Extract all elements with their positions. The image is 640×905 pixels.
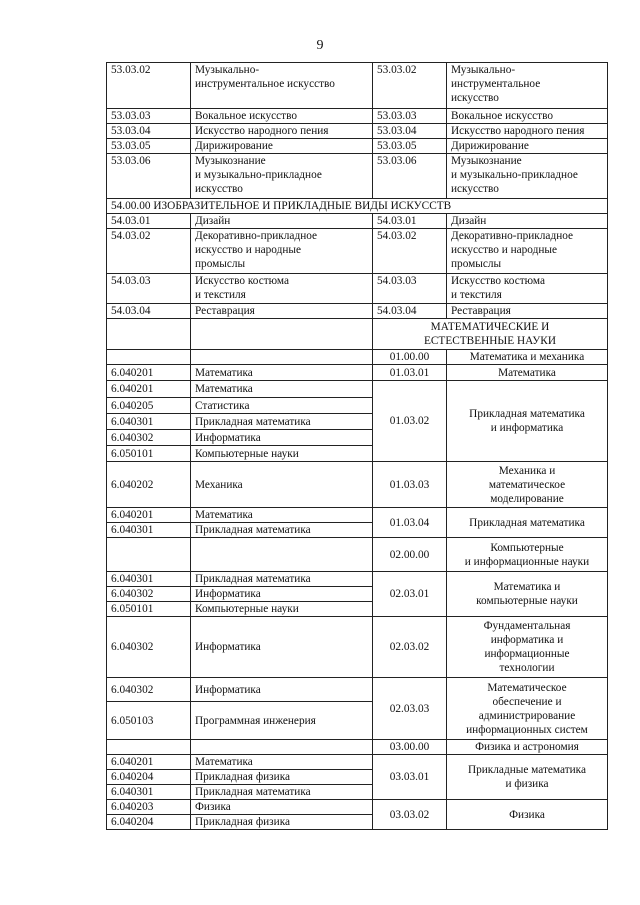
name-cell: Прикладные математика и физика (447, 755, 608, 800)
code-cell: 53.03.05 (107, 139, 191, 154)
code-cell: 53.03.04 (373, 124, 447, 139)
code-cell: 53.03.06 (107, 154, 191, 199)
code-cell: 03.00.00 (373, 740, 447, 755)
name-cell: Физика и астрономия (447, 740, 608, 755)
code-cell: 01.00.00 (373, 350, 447, 365)
table-row (107, 617, 608, 678)
name-cell: Дирижирование (447, 139, 608, 154)
name-cell: Вокальное искусство (191, 109, 373, 124)
code-cell: 6.040302 (107, 678, 191, 702)
code-cell: 53.03.05 (373, 139, 447, 154)
table-row (107, 139, 608, 154)
name-cell: Информатика (191, 617, 373, 678)
table-row (107, 124, 608, 139)
table-cell (107, 350, 191, 365)
code-cell: 03.03.01 (373, 755, 447, 800)
code-cell: 01.03.04 (373, 508, 447, 538)
table-body (107, 63, 608, 830)
name-cell: Прикладная физика (191, 815, 373, 830)
correspondence-table (106, 62, 608, 830)
code-cell: 6.040205 (107, 398, 191, 414)
code-cell: 02.03.02 (373, 617, 447, 678)
code-cell: 6.040201 (107, 381, 191, 398)
code-cell: 54.03.04 (107, 304, 191, 319)
code-cell: 54.03.03 (107, 274, 191, 304)
table-row (107, 538, 608, 572)
name-cell: Математика (191, 365, 373, 381)
name-cell: Информатика (191, 587, 373, 602)
code-cell: 6.040301 (107, 523, 191, 538)
code-cell: 53.03.03 (373, 109, 447, 124)
code-cell: 6.040201 (107, 508, 191, 523)
name-cell: Прикладная математика и информатика (447, 381, 608, 462)
code-cell: 6.040302 (107, 587, 191, 602)
name-cell: Фундаментальная информатика и информационные технологии (447, 617, 608, 678)
code-cell: 53.03.02 (373, 63, 447, 109)
name-cell: Прикладная математика (191, 523, 373, 538)
table-row (107, 109, 608, 124)
name-cell: Компьютерные науки (191, 446, 373, 462)
name-cell: Дизайн (447, 214, 608, 229)
code-cell: 6.040201 (107, 755, 191, 770)
name-cell: Математика и механика (447, 350, 608, 365)
name-cell: Дизайн (191, 214, 373, 229)
code-cell: 53.03.06 (373, 154, 447, 199)
table-cell (107, 740, 191, 755)
name-cell: Компьютерные и информационные науки (447, 538, 608, 572)
table-row (107, 381, 608, 398)
name-cell: Вокальное искусство (447, 109, 608, 124)
page-number: 9 (316, 38, 324, 53)
name-cell: Декоративно-прикладное искусство и народные промыслы (447, 229, 608, 274)
code-cell: 6.040204 (107, 770, 191, 785)
code-cell: 54.03.03 (373, 274, 447, 304)
code-cell: 01.03.02 (373, 381, 447, 462)
table-row (107, 274, 608, 304)
table-cell (107, 538, 191, 572)
table-cell (191, 740, 373, 755)
name-cell: Прикладная физика (191, 770, 373, 785)
table-cell (107, 319, 191, 350)
code-cell: 54.03.02 (373, 229, 447, 274)
table-row (107, 154, 608, 199)
table-row (107, 199, 608, 214)
name-cell: Искусство народного пения (447, 124, 608, 139)
table-row (107, 462, 608, 508)
code-cell: 6.040203 (107, 800, 191, 815)
name-cell: Математика (447, 365, 608, 381)
table-row (107, 229, 608, 274)
group-heading: МАТЕМАТИЧЕСКИЕ И ЕСТЕСТВЕННЫЕ НАУКИ (373, 319, 608, 350)
code-cell: 6.040301 (107, 785, 191, 800)
name-cell: Программная инженерия (191, 702, 373, 740)
code-cell: 6.040301 (107, 572, 191, 587)
code-cell: 6.040302 (107, 617, 191, 678)
table-row (107, 755, 608, 770)
name-cell: Дирижирование (191, 139, 373, 154)
table-cell (191, 350, 373, 365)
name-cell: Физика (447, 800, 608, 830)
code-cell: 6.040302 (107, 430, 191, 446)
name-cell: Математика (191, 508, 373, 523)
code-cell: 6.050103 (107, 702, 191, 740)
code-cell: 01.03.03 (373, 462, 447, 508)
table-row (107, 304, 608, 319)
code-cell: 6.050101 (107, 602, 191, 617)
table-cell (191, 319, 373, 350)
name-cell: Прикладная математика (191, 414, 373, 430)
section-heading: 54.00.00 ИЗОБРАЗИТЕЛЬНОЕ И ПРИКЛАДНЫЕ ВИДЫ ИСКУССТВ (107, 199, 608, 214)
name-cell: Музыкознание и музыкально-прикладное искусство (191, 154, 373, 199)
name-cell: Музыкально- инструментальное искусство (191, 63, 373, 109)
name-cell: Искусство народного пения (191, 124, 373, 139)
code-cell: 03.03.02 (373, 800, 447, 830)
code-cell: 6.040204 (107, 815, 191, 830)
name-cell: Музыкально- инструментальное искусство (447, 63, 608, 109)
name-cell: Компьютерные науки (191, 602, 373, 617)
code-cell: 54.03.01 (373, 214, 447, 229)
name-cell: Информатика (191, 430, 373, 446)
code-cell: 54.03.02 (107, 229, 191, 274)
table-row (107, 508, 608, 523)
code-cell: 54.03.04 (373, 304, 447, 319)
name-cell: Прикладная математика (447, 508, 608, 538)
name-cell: Информатика (191, 678, 373, 702)
name-cell: Физика (191, 800, 373, 815)
name-cell: Реставрация (191, 304, 373, 319)
code-cell: 53.03.03 (107, 109, 191, 124)
table-row (107, 214, 608, 229)
name-cell: Прикладная математика (191, 785, 373, 800)
code-cell: 02.00.00 (373, 538, 447, 572)
code-cell: 53.03.04 (107, 124, 191, 139)
name-cell: Прикладная математика (191, 572, 373, 587)
table-row (107, 319, 608, 350)
code-cell: 6.040201 (107, 365, 191, 381)
name-cell: Статистика (191, 398, 373, 414)
name-cell: Декоративно-прикладное искусство и народные промыслы (191, 229, 373, 274)
code-cell: 02.03.03 (373, 678, 447, 740)
table-cell (191, 538, 373, 572)
name-cell: Механика и математическое моделирование (447, 462, 608, 508)
table-row (107, 800, 608, 815)
name-cell: Искусство костюма и текстиля (447, 274, 608, 304)
table-row (107, 740, 608, 755)
name-cell: Математическое обеспечение и администрирование информационных систем (447, 678, 608, 740)
table-row (107, 365, 608, 381)
name-cell: Математика (191, 755, 373, 770)
name-cell: Реставрация (447, 304, 608, 319)
name-cell: Механика (191, 462, 373, 508)
name-cell: Математика и компьютерные науки (447, 572, 608, 617)
code-cell: 6.040202 (107, 462, 191, 508)
name-cell: Музыкознание и музыкально-прикладное искусство (447, 154, 608, 199)
code-cell: 54.03.01 (107, 214, 191, 229)
code-cell: 02.03.01 (373, 572, 447, 617)
table-row (107, 350, 608, 365)
code-cell: 53.03.02 (107, 63, 191, 109)
table-row (107, 63, 608, 109)
code-cell: 6.050101 (107, 446, 191, 462)
name-cell: Искусство костюма и текстиля (191, 274, 373, 304)
table-row (107, 678, 608, 702)
code-cell: 6.040301 (107, 414, 191, 430)
code-cell: 01.03.01 (373, 365, 447, 381)
name-cell: Математика (191, 381, 373, 398)
table-row (107, 572, 608, 587)
